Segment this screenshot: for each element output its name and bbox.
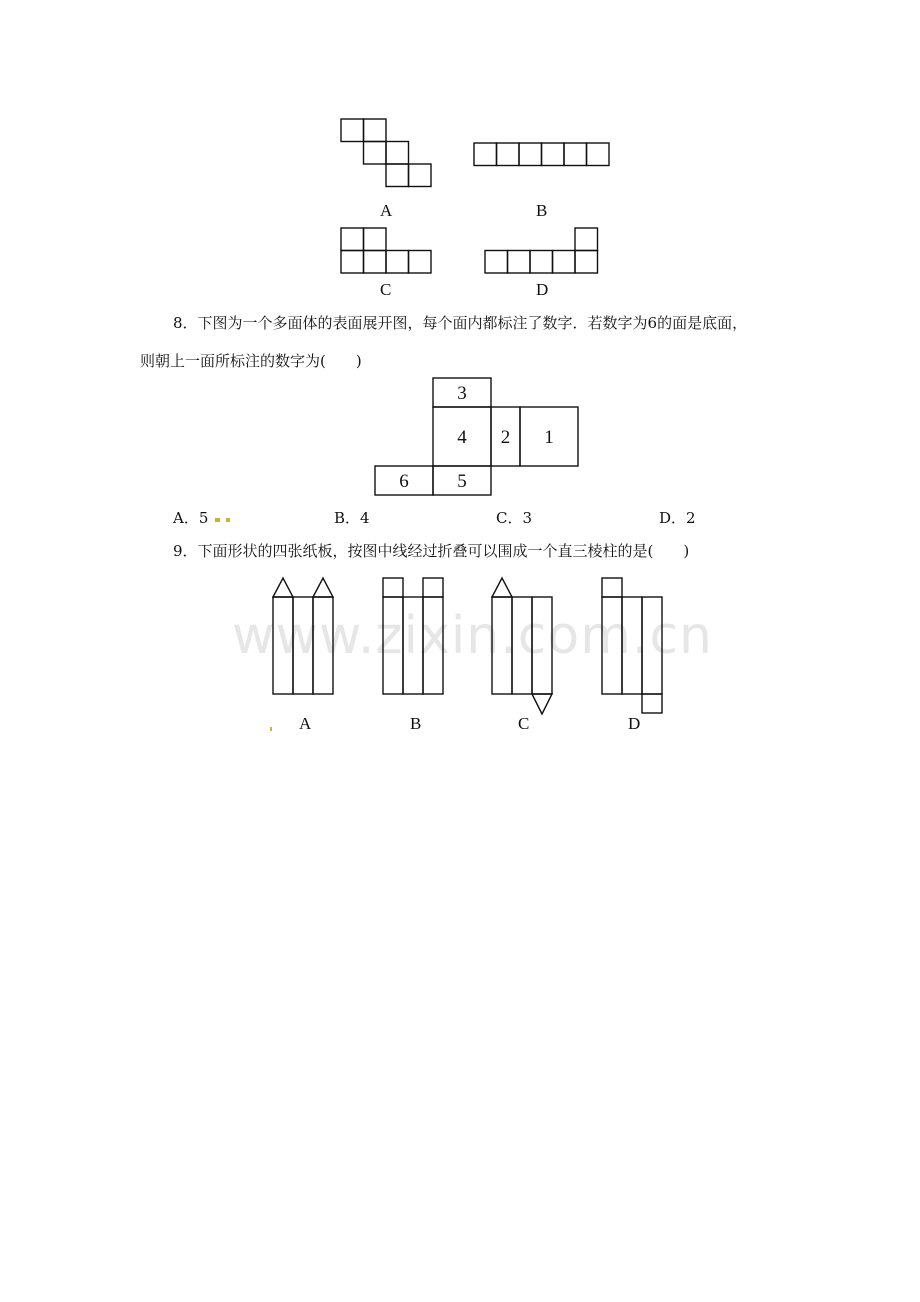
- decorative-dot: [270, 727, 272, 731]
- question-8-line-2: 则朝上一面所标注的数字为( ): [140, 352, 362, 370]
- figure-a-label: A: [299, 714, 312, 733]
- figure-b-label: B: [536, 201, 548, 220]
- question-8-line-1: 8．下图为一个多面体的表面展开图，每个面内都标注了数字．若数字为6的面是底面，: [173, 314, 748, 332]
- option-b: B．4: [334, 509, 370, 527]
- decorative-dot: [226, 518, 230, 522]
- watermark: www.zixin.com.cn: [232, 606, 713, 666]
- figure-b-label: B: [410, 714, 422, 733]
- face-6: 6: [399, 471, 409, 492]
- question-9-line-1: 9．下面形状的四张纸板，按图中线经过折叠可以围成一个直三棱柱的是( ): [173, 542, 690, 560]
- decorative-dot: [215, 518, 220, 522]
- figure-c-label: C: [518, 714, 530, 733]
- figure-c-label: C: [380, 280, 392, 299]
- paper-figure-b: [382, 577, 448, 697]
- net-figure-d: [484, 227, 602, 276]
- face-2: 2: [500, 427, 511, 448]
- option-c: C．3: [496, 509, 533, 527]
- net-figure-b: [473, 142, 613, 168]
- face-1: 1: [544, 427, 554, 448]
- paper-figure-a: [272, 576, 338, 696]
- option-a: A．5: [173, 509, 209, 527]
- face-3: 3: [457, 383, 467, 404]
- figure-a-label: A: [380, 201, 393, 220]
- face-4: 4: [457, 427, 467, 448]
- paper-figure-c: [491, 576, 557, 718]
- figure-d-label: D: [536, 280, 549, 299]
- figure-d-label: D: [628, 714, 641, 733]
- face-5: 5: [457, 471, 467, 492]
- net-figure-a: [340, 118, 435, 190]
- polyhedron-net: [374, 377, 580, 497]
- paper-figure-d: [601, 577, 667, 717]
- option-d: D．2: [659, 509, 696, 527]
- net-figure-c: [340, 227, 435, 276]
